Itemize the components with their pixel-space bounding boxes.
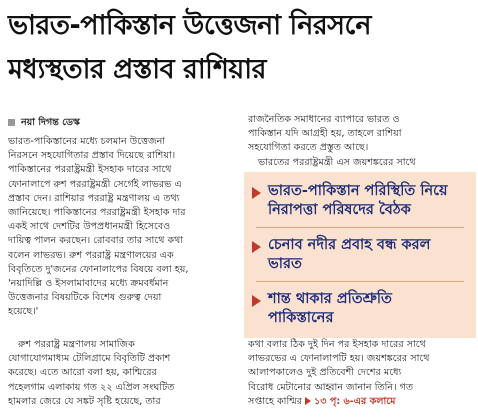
byline-text: নয়া দিগন্ত ডেস্ক (21, 117, 80, 128)
headline-line-1: ভারত-পাকিস্তান উত্তেজনা নিরসনে (8, 10, 371, 41)
related-headline[interactable] (252, 290, 468, 328)
related-headline-text: ভারত-পাকিস্তান পরিস্থিতি নিয়ে (268, 183, 448, 199)
article-paragraph (8, 338, 240, 409)
text-line: নিরসনে সহযোগিতার প্রস্তাব দিয়েছে রাশিয়া। (8, 150, 176, 162)
text-line: পহেলগাম এলাকায় গত ২২ এপ্রিল সংঘটিত (8, 381, 175, 393)
related-headline-text: ভারত (268, 256, 302, 272)
text-line: উত্তেজনার বিষয়টিকে বিশেষ গুরুত্ব দেয়া (8, 292, 162, 304)
text-line: যোগাযোগমাধ্যম টেলিগ্রামে বিবৃতিটি প্রকাশ (8, 353, 171, 365)
byline (8, 116, 80, 132)
text-line: একই সাথে দেশটির উপপ্রধানমন্ত্রী হিসেবেও (8, 221, 171, 233)
text-line (248, 395, 474, 409)
text-line: ভারত-পাকিস্তানের মধ্যে চলমান উত্তেজনা (8, 136, 166, 147)
related-headline-text: পাকিস্তানের (268, 310, 334, 326)
byline-bullet-icon (8, 119, 15, 126)
text-line: রুশ পররাষ্ট্র মন্ত্রণালয় সামাজিক (18, 339, 135, 350)
article-paragraph (8, 135, 240, 320)
related-headlines-box (244, 172, 476, 338)
text-line: কথা বলার ঠিক দুই দিন পর ইসহাক দারের সাথে (248, 339, 426, 350)
text-line: জানিয়েছে। পাকিস্তানের পররাষ্ট্রমন্ত্রী ইসহাক দার (8, 207, 186, 219)
text-line: রাজনৈতিক সমাধানের ব্যাপারে ভারত ও (248, 114, 400, 125)
divider (256, 281, 464, 282)
related-headline[interactable] (252, 182, 468, 220)
text-line: ফোনালাপে রুশ পররাষ্ট্রমন্ত্রী সের্গেই লাভরভ এ (8, 178, 182, 190)
text-line: 'নয়াদিল্লি ও ইসলামাবাদের মধ্যে ক্রমবর্ধমান (8, 278, 169, 290)
article-bottom-left (8, 338, 240, 418)
text-line: করেছে। এতে আরো বলা হয়, কাশ্মিরের (8, 367, 157, 379)
text-line: আলাপকালেও দুই প্রতিবেশী দেশের মধ্যে (248, 367, 402, 379)
headline-line-2: মধ্যস্থতার প্রস্তাব রাশিয়ার (8, 54, 266, 85)
text-line: দায়িত্ব পালন করছেন। রোববার তার সাথে কথা (8, 235, 184, 247)
article-right-column-top (248, 113, 472, 167)
text-fragment: সপ্তাহে কাশ্মির (248, 395, 302, 407)
text-line: হামলার জেরে যে সঙ্কট সৃষ্টি হয়েছে, তার (8, 395, 161, 407)
related-headline[interactable] (252, 236, 468, 274)
text-line: প্রস্তাব দেন। রাশিয়ার পররাষ্ট্র মন্ত্রণালয় এ তথ্য (8, 192, 180, 204)
text-line: বিরোধ মেটানোর আহ্বান জানান তিনি। গত (248, 381, 414, 393)
article-paragraph (248, 338, 474, 409)
continuation-link[interactable]: ১৩ পৃ: ৬-এর কলামে (314, 395, 396, 407)
article-paragraph (248, 113, 472, 167)
arrow-right-icon (252, 241, 261, 253)
divider (256, 227, 464, 228)
related-headline-text: শান্ত থাকার প্রতিশ্রুতি (268, 291, 392, 307)
headline (8, 4, 474, 92)
text-line: লাভরভের এ ফোনালাপটি হয়। জয়শঙ্করের সাথে (248, 353, 430, 365)
arrow-right-icon (252, 187, 261, 199)
related-headline-text: চেনাব নদীর প্রবাহ বন্ধ করল (268, 237, 431, 253)
related-headline-text: নিরাপত্তা পরিষদের বৈঠক (268, 202, 411, 218)
text-line: বলেন লাভরভ। রুশ পররাষ্ট্র মন্ত্রণালয়ের এক (8, 249, 174, 261)
text-line: ভারতের পররাষ্ট্রমন্ত্রী এস জয়শঙ্করের সাথে (258, 156, 416, 167)
text-line: পাকিস্তানের পররাষ্ট্রমন্ত্রী ইসহাক দারের সাথে (8, 164, 172, 176)
text-line: পাকিস্তান যদি আগ্রহী হয়, তাহলে রাশিয়া (248, 128, 402, 140)
text-line: সহযোগিতা করতে প্রস্তুত আছে। (248, 142, 369, 154)
text-line: বিবৃতিতে দু'জনের ফোনালাপের বিষয়ে বলা হয়, (8, 263, 189, 275)
arrow-right-icon (252, 295, 261, 307)
article-bottom-right (248, 338, 474, 418)
text-line: হয়েছে।' (8, 306, 39, 318)
continue-arrow-icon (305, 397, 311, 405)
article-left-column (8, 135, 240, 335)
